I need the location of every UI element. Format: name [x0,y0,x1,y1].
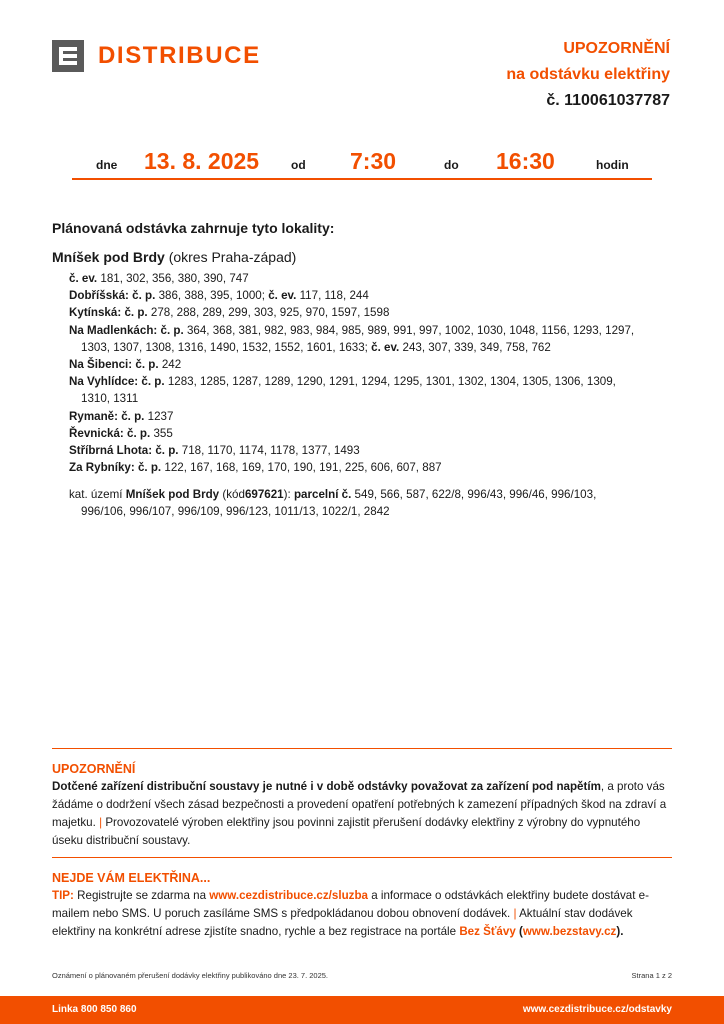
warning-text: Dotčené zařízení distribuční soustavy je nutné i v době odstávky považovat za zařízení pod napětím, a proto vás žádáme o dodržení všech zásad bezpečnosti a provedení opatření potřebných k zamezení případných škod na zdraví a majetku. | Provozovatelé výroben elektřiny jsou povinni zajistit přerušení dodávky elektřiny z výrobny do vypnutého úseku distribuční soustavy. [52,780,667,847]
notice-title: UPOZORNĚNÍ [563,40,670,57]
brand-logo [52,40,261,72]
start-time: 7:30 [350,148,397,174]
street-name: Kytínská: [69,306,122,320]
list-item: Dobříšská: č. p. 386, 388, 395, 1000; č. ev. 117, 118, 244 [69,289,369,303]
divider [52,857,672,858]
notice-number: č. 110061037787 [546,92,670,109]
list-item: Na Šibenci: č. p. 242 [69,358,182,372]
notice-subtitle: na odstávku elektřiny [506,66,670,83]
hotline: Linka 800 850 860 [52,1004,137,1015]
list-item: Řevnická: č. p. 355 [69,426,173,440]
street-name: Řevnická: [69,426,124,440]
list-item: Stříbrná Lhota: č. p. 718, 1170, 1174, 1178, 1377, 1493 [69,444,360,458]
street-name: Rymaně: [69,409,118,423]
town-heading [52,249,296,265]
outage-date: 13. 8. 2025 [144,148,260,174]
unit-label: hodin [596,158,629,172]
outage-text: TIP: Registrujte se zdarma na www.cezdistribuce.cz/sluzba a informace o odstávkách elektřiny budete dostávat e-mailem nebo SMS. U poruch zasíláme SMS s předpokládanou dobou obnovení dodávek. | Aktuální stav dodávek elektřiny na konkrétní adrese zjistíte snadno, rychle a bez registrace na portále Bez Šťávy (www.bezstavy.cz). [52,889,649,938]
list-item: Na Vyhlídce: č. p. 1283, 1285, 1287, 1289, 1290, 1291, 1294, 1295, 1301, 1302, 1304, 1305, 1306, 1309, 1310, 1311 [69,375,616,406]
street-name: Stříbrná Lhota: [69,444,153,458]
list-item: Na Madlenkách: č. p. 364, 368, 381, 982, 983, 984, 985, 989, 991, 997, 1002, 1030, 1048, 1156, 1293, 1297, 1303, 1307, 1308, 1316, 1490, 1532, 1552, 1601, 1633; č. ev. 243, 307, 339, 349, 758, 762 [69,323,635,354]
street-name: Dobříšská: [69,289,129,303]
cadastral-parcels: kat. území Mníšek pod Brdy (kód697621): parcelní č. 549, 566, 587, 622/8, 996/43, 996/46, 996/103, 996/106, 996/107, 996/109, 996/123, 1011/13, 1022/1, 2842 [69,488,597,519]
schedule-row [72,146,652,180]
end-time: 16:30 [496,148,555,174]
portal-name: Bez Šťávy [459,925,516,938]
divider [52,748,672,749]
portal-link[interactable]: www.bezstavy.cz [522,925,617,938]
warning-title: UPOZORNĚNÍ [52,762,136,776]
list-item: Za Rybníky: č. p. 122, 167, 168, 169, 170, 190, 191, 225, 606, 607, 887 [69,461,442,475]
footer-bar [0,996,724,1024]
publication-note: Oznámení o plánovaném přerušení dodávky elektřiny publikováno dne 23. 7. 2025. [52,971,329,980]
location-list [69,270,669,476]
street-name: Na Vyhlídce: [69,375,139,389]
notice-header [506,38,670,112]
list-item: Kytínská: č. p. 278, 288, 289, 299, 303, 925, 970, 1597, 1598 [69,306,390,320]
town-name: Mníšek pod Brdy [52,249,165,265]
to-label: do [444,158,459,172]
list-item: Rymaně: č. p. 1237 [69,409,174,423]
street-name: Na Madlenkách: [69,323,158,337]
from-label: od [291,158,306,172]
locations-intro: Plánovaná odstávka zahrnuje tyto lokality: [52,220,335,236]
list-item: č. ev. 181, 302, 356, 380, 390, 747 [69,272,249,285]
page-number: Strana 1 z 2 [631,971,672,980]
day-label: dne [96,158,118,172]
registration-link[interactable]: www.cezdistribuce.cz/sluzba [209,889,368,902]
street-name: Na Šibenci: [69,358,133,372]
website-link[interactable]: www.cezdistribuce.cz/odstavky [522,1004,672,1015]
town-district: (okres Praha-západ) [168,249,297,265]
cez-logo-icon [52,40,84,72]
outage-title: NEJDE VÁM ELEKTŘINA... [52,871,211,885]
brand-name: DISTRIBUCE [98,42,261,69]
street-name: Za Rybníky: [69,461,135,475]
